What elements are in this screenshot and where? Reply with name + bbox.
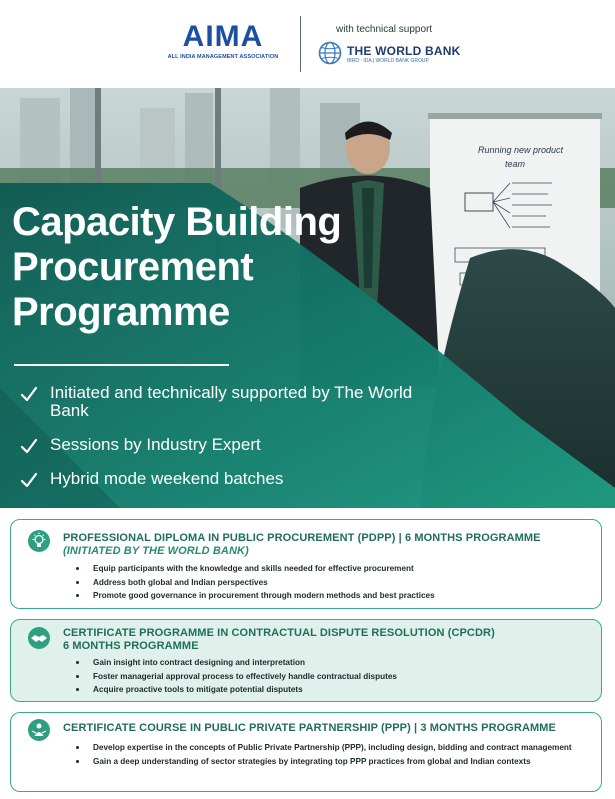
programme-point: Develop expertise in the concepts of Public Private Partnership (PPP), including design, bidding and contract management [73, 741, 591, 755]
programme-point: Foster managerial approval process to effectively handle contractual disputes [73, 670, 591, 684]
programme-card-pdpp [10, 519, 602, 609]
programme-title-text: PROFESSIONAL DIPLOMA IN PUBLIC PROCUREMENT (PDPP) | 6 MONTHS PROGRAMME [63, 532, 541, 544]
support-label: with technical support [336, 24, 433, 35]
programme-point: Address both global and Indian perspectives [73, 576, 591, 590]
hero-bullet-text: Hybrid mode weekend batches [50, 469, 284, 488]
hero-bullet [20, 436, 440, 454]
partnership-icon [28, 719, 50, 741]
checkmark-icon [20, 472, 38, 488]
programme-title-text: CERTIFICATE PROGRAMME IN CONTRACTUAL DISPUTE RESOLUTION (CPCDR) [63, 627, 495, 639]
hero-title-line-2: Procurement [12, 245, 254, 289]
programme-points [73, 562, 591, 603]
programme-card-ppp [10, 712, 602, 792]
aima-logo-text: AIMA [182, 20, 264, 53]
programme-points [73, 656, 591, 697]
lightbulb-icon [28, 530, 50, 552]
programme-point: Gain insight into contract designing and interpretation [73, 656, 591, 670]
hero-title-line-1: Capacity Building [12, 200, 342, 244]
programme-point: Acquire proactive tools to mitigate potential disputets [73, 683, 591, 697]
hero-bullet-list [20, 384, 440, 504]
hero-title-line-3: Programme [12, 290, 230, 334]
world-bank-subtitle: IBRD · IDA | WORLD BANK GROUP [347, 58, 429, 64]
header [0, 0, 615, 88]
checkmark-icon [20, 438, 38, 454]
programme-card-cpcdr [10, 619, 602, 702]
handshake-icon [28, 627, 50, 649]
hero-title [12, 200, 341, 335]
hero-divider [14, 364, 229, 366]
aima-logo [163, 22, 283, 60]
programme-title [63, 627, 593, 653]
aima-full-name: ALL INDIA MANAGEMENT ASSOCIATION [167, 54, 279, 60]
hero-banner [0, 88, 615, 508]
programme-title-text: CERTIFICATE COURSE IN PUBLIC PRIVATE PARTNERSHIP (PPP) | 3 MONTHS PROGRAMME [63, 722, 556, 734]
globe-icon [318, 41, 342, 65]
checkmark-icon [20, 386, 38, 402]
hero-bullet-text: Initiated and technically supported by The World Bank [50, 383, 413, 420]
programme-point: Equip participants with the knowledge and skills needed for effective procurement [73, 562, 591, 576]
world-bank-name: THE WORLD BANK [347, 44, 461, 58]
hero-bullet [20, 470, 440, 488]
header-divider [300, 16, 301, 72]
svg-text:Running new product: Running new product [478, 145, 564, 155]
hero-bullet [20, 384, 440, 420]
programme-title-line-2: 6 MONTHS PROGRAMME [63, 640, 199, 652]
programme-title [63, 532, 593, 558]
svg-text:team: team [505, 159, 526, 169]
programme-title [63, 722, 593, 735]
hero-bullet-text: Sessions by Industry Expert [50, 435, 261, 454]
programme-point: Gain a deep understanding of sector strategies by integrating top PPP practices from global and Indian contexts [73, 755, 591, 769]
programme-points [73, 741, 591, 768]
programme-point: Promote good governance in procurement through modern methods and best practices [73, 589, 591, 603]
programme-subtitle: (INITIATED BY THE WORLD BANK) [63, 545, 249, 557]
